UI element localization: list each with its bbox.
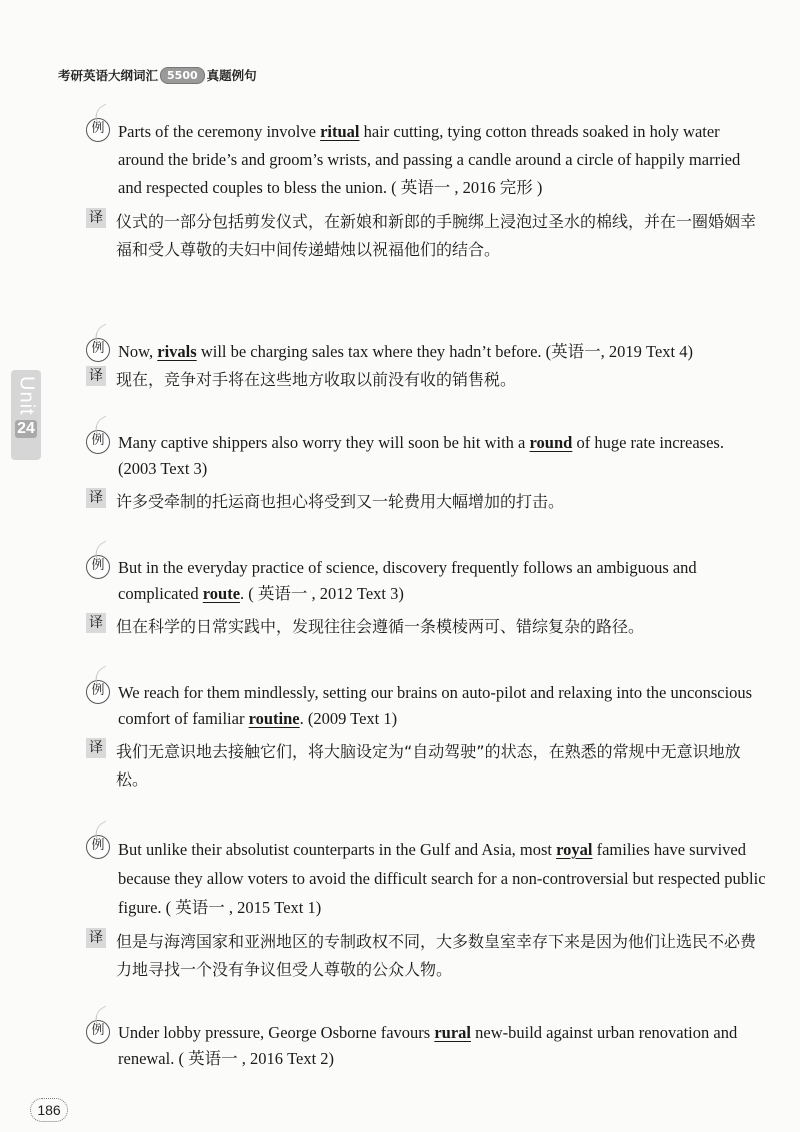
translation-line (86, 208, 766, 264)
example-line (86, 1020, 766, 1072)
example-sentence: Parts of the ceremony involve ritual hair cutting, tying cotton threads soaked in holy water around the bride’s and groom’s wrists, and passing a candle around a circle of happily married and respected couples to bless the union. ( 英语一 , 2016 完形 ) (118, 122, 741, 197)
example-entry (86, 430, 766, 516)
translation-line (86, 928, 766, 984)
keyword: rivals (157, 342, 197, 361)
example-entry (86, 680, 766, 794)
page-number: 186 (30, 1098, 68, 1122)
example-entry (86, 338, 766, 394)
keyword: round (529, 433, 573, 452)
example-icon: 例 (86, 118, 110, 142)
example-icon: 例 (86, 338, 110, 362)
header-title: 考研英语大纲词汇 (58, 68, 159, 83)
translation-icon: 译 (86, 613, 106, 633)
example-line (86, 430, 766, 482)
translation-icon: 译 (86, 488, 106, 508)
translation-text: 但在科学的日常实践中，发现往往会遵循一条模棱两可、错综复杂的路径。 (116, 617, 645, 636)
keyword: route (202, 584, 241, 603)
example-icon: 例 (86, 680, 110, 704)
keyword: rural (434, 1023, 471, 1042)
header-badge: 5500 (160, 67, 205, 84)
translation-icon: 译 (86, 738, 106, 758)
example-sentence: Under lobby pressure, George Osborne favours rural new-build against urban renovation and renewal. ( 英语一 , 2016 Text 2) (118, 1023, 738, 1068)
translation-line (86, 366, 766, 394)
example-line (86, 555, 766, 607)
translation-line (86, 488, 766, 516)
translation-text: 仪式的一部分包括剪发仪式，在新娘和新郎的手腕绑上浸泡过圣水的棉线，并在一圈婚姻幸福和受人尊敬的夫妇中间传递蜡烛以祝福他们的结合。 (116, 212, 757, 259)
translation-line (86, 613, 766, 641)
example-line (86, 680, 766, 732)
keyword: routine (248, 709, 300, 728)
example-icon: 例 (86, 1020, 110, 1044)
example-entry (86, 1020, 766, 1072)
translation-line (86, 738, 766, 794)
translation-text: 我们无意识地去接触它们，将大脑设定为“自动驾驶”的状态，在熟悉的常规中无意识地放松。 (116, 742, 741, 789)
example-line (86, 118, 766, 202)
translation-icon: 译 (86, 208, 106, 228)
header-subtitle: 真题例句 (206, 68, 257, 83)
keyword: royal (556, 840, 593, 859)
example-icon: 例 (86, 430, 110, 454)
running-header (58, 66, 257, 84)
example-sentence: Now, rivals will be charging sales tax where they hadn’t before. (英语一, 2019 Text 4) (118, 342, 693, 361)
example-sentence: Many captive shippers also worry they will soon be hit with a round of huge rate increases. (2003 Text 3) (118, 433, 724, 478)
example-icon: 例 (86, 555, 110, 579)
translation-text: 许多受牵制的托运商也担心将受到又一轮费用大幅增加的打击。 (116, 492, 565, 511)
unit-number: 24 (17, 419, 35, 437)
keyword: ritual (320, 122, 360, 141)
example-sentence: But unlike their absolutist counterparts in the Gulf and Asia, most royal families have survived because they allow voters to avoid the difficult search for a non-controversial but respected public figure. ( 英语一 , 2015 Text 1) (118, 840, 766, 917)
example-icon: 例 (86, 835, 110, 859)
example-line (86, 338, 766, 366)
example-entry (86, 555, 766, 641)
example-line (86, 835, 766, 922)
example-sentence: But in the everyday practice of science, discovery frequently follows an ambiguous and complicated route. ( 英语一 , 2012 Text 3) (118, 558, 697, 603)
translation-icon: 译 (86, 366, 106, 386)
example-entry (86, 835, 766, 984)
unit-label: Unit (15, 376, 38, 416)
translation-icon: 译 (86, 928, 106, 948)
example-entry (86, 118, 766, 264)
unit-side-tab (11, 370, 41, 460)
translation-text: 但是与海湾国家和亚洲地区的专制政权不同，大多数皇室幸存下来是因为他们让选民不必费力地寻找一个没有争议但受人尊敬的公众人物。 (116, 932, 757, 979)
translation-text: 现在，竞争对手将在这些地方收取以前没有收的销售税。 (116, 370, 517, 389)
example-sentence: We reach for them mindlessly, setting our brains on auto-pilot and relaxing into the unconscious comfort of familiar routine. (2009 Text 1) (118, 683, 753, 728)
